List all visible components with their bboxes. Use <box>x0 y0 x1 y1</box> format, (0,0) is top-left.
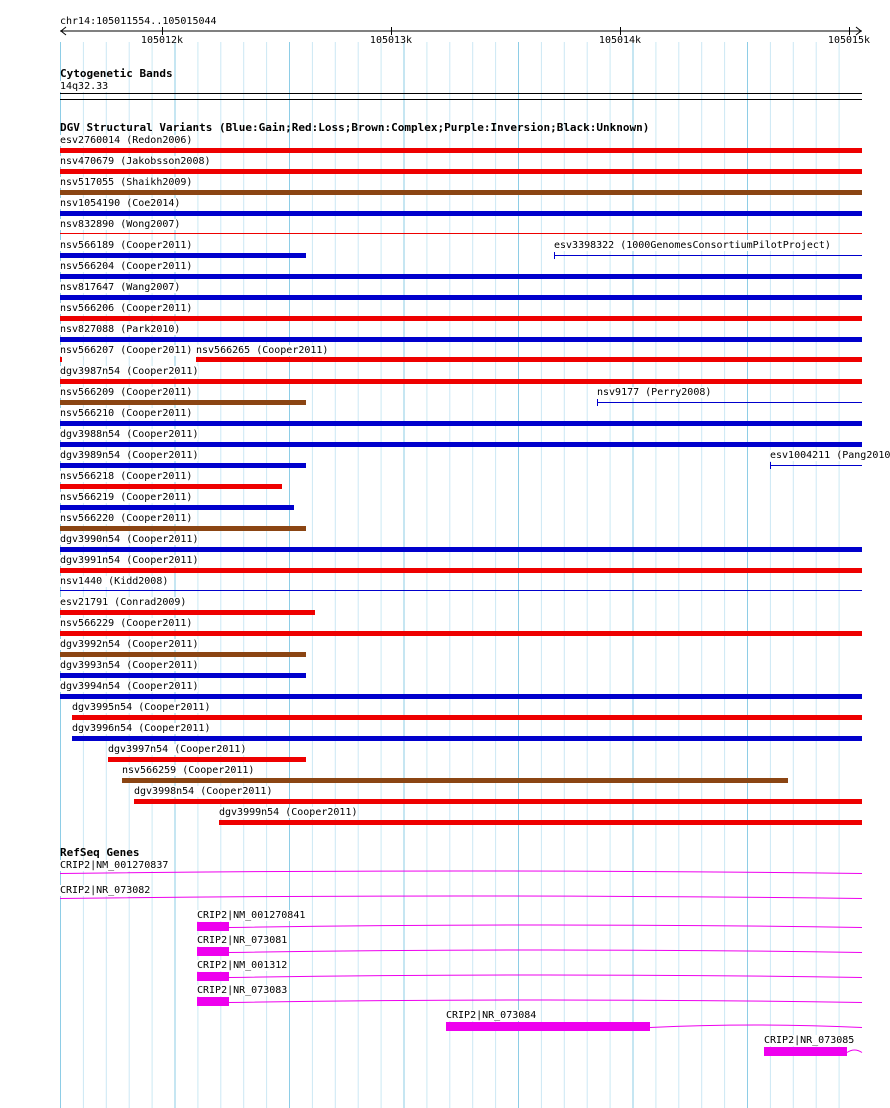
dgv-variant-label[interactable]: nsv517055 (Shaikh2009) <box>60 177 193 188</box>
dgv-variant-label[interactable]: nsv566220 (Cooper2011) <box>60 513 193 524</box>
refseq-gene-intron <box>229 975 862 978</box>
dgv-variant-label[interactable]: nsv566229 (Cooper2011) <box>60 618 193 629</box>
refseq-gene-exon <box>197 997 229 1006</box>
cytoband-track-title: Cytogenetic Bands <box>60 67 173 80</box>
dgv-variant-label[interactable]: dgv3994n54 (Cooper2011) <box>60 681 199 692</box>
refseq-gene-intron <box>229 950 862 953</box>
refseq-gene-label[interactable]: CRIP2|NM_001312 <box>197 960 288 971</box>
refseq-gene-intron <box>60 871 862 874</box>
dgv-variant-label[interactable]: nsv566209 (Cooper2011) <box>60 387 193 398</box>
ruler-tick-label: 105013k <box>369 35 413 46</box>
dgv-variant-label[interactable]: nsv566189 (Cooper2011) <box>60 240 193 251</box>
refseq-gene-intron <box>847 1050 862 1053</box>
dgv-variant-label[interactable]: dgv3987n54 (Cooper2011) <box>60 366 199 377</box>
dgv-variant-label[interactable]: dgv3988n54 (Cooper2011) <box>60 429 199 440</box>
dgv-variant-label[interactable]: esv2760014 (Redon2006) <box>60 135 193 146</box>
refseq-gene-exon <box>197 922 229 931</box>
dgv-variant-label[interactable]: nsv1440 (Kidd2008) <box>60 576 169 587</box>
dgv-variant-label[interactable]: dgv3998n54 (Cooper2011) <box>134 786 273 797</box>
refseq-gene-label[interactable]: CRIP2|NR_073085 <box>764 1035 855 1046</box>
refseq-gene-label[interactable]: CRIP2|NR_073083 <box>197 985 288 996</box>
dgv-variant-label[interactable]: dgv3999n54 (Cooper2011) <box>219 807 358 818</box>
dgv-variant-label[interactable]: dgv3992n54 (Cooper2011) <box>60 639 199 650</box>
dgv-variant-label[interactable]: esv1004211 (Pang2010 <box>770 450 890 461</box>
dgv-variant-label[interactable]: dgv3995n54 (Cooper2011) <box>72 702 211 713</box>
dgv-variant-label[interactable]: nsv827088 (Park2010) <box>60 324 181 335</box>
refseq-gene-exon <box>446 1022 650 1031</box>
refseq-gene-label[interactable]: CRIP2|NR_073081 <box>197 935 288 946</box>
dgv-variant-label[interactable]: dgv3989n54 (Cooper2011) <box>60 450 199 461</box>
dgv-variant-label[interactable]: dgv3991n54 (Cooper2011) <box>60 555 199 566</box>
dgv-variant-label[interactable]: dgv3997n54 (Cooper2011) <box>108 744 247 755</box>
location-label: chr14:105011554..105015044 <box>60 16 217 27</box>
dgv-variant-label[interactable]: nsv470679 (Jakobsson2008) <box>60 156 211 167</box>
dgv-variant-label[interactable]: dgv3993n54 (Cooper2011) <box>60 660 199 671</box>
dgv-variant-label[interactable]: nsv566207 (Cooper2011) <box>60 345 193 356</box>
refseq-gene-intron <box>60 896 862 899</box>
dgv-variant-label[interactable]: nsv9177 (Perry2008) <box>597 387 712 398</box>
dgv-variant-label[interactable]: nsv1054190 (Coe2014) <box>60 198 181 209</box>
ruler-tick-label: 105015k <box>827 35 871 46</box>
dgv-variant-label[interactable]: nsv817647 (Wang2007) <box>60 282 181 293</box>
dgv-variant-label[interactable]: nsv566259 (Cooper2011) <box>122 765 255 776</box>
dgv-variant-label[interactable]: nsv566219 (Cooper2011) <box>60 492 193 503</box>
dgv-variant-label[interactable]: dgv3990n54 (Cooper2011) <box>60 534 199 545</box>
dgv-variant-label[interactable]: dgv3996n54 (Cooper2011) <box>72 723 211 734</box>
dgv-variant-label[interactable]: esv3398322 (1000GenomesConsortiumPilotProject) <box>554 240 831 251</box>
refseq-gene-intron <box>650 1025 862 1028</box>
refseq-gene-intron <box>229 1000 862 1003</box>
refseq-gene-label[interactable]: CRIP2|NR_073082 <box>60 885 151 896</box>
refseq-gene-label[interactable]: CRIP2|NM_001270841 <box>197 910 306 921</box>
dgv-track-title: DGV Structural Variants (Blue:Gain;Red:Loss;Brown:Complex;Purple:Inversion;Black:Unknown) <box>60 121 650 134</box>
refseq-gene-intron <box>229 925 862 928</box>
refseq-gene-exon <box>764 1047 847 1056</box>
dgv-variant-label[interactable]: nsv566206 (Cooper2011) <box>60 303 193 314</box>
dgv-variant-label[interactable]: nsv566204 (Cooper2011) <box>60 261 193 272</box>
dgv-variant-label[interactable]: nsv566265 (Cooper2011) <box>196 345 329 356</box>
dgv-variant-label[interactable]: nsv832890 (Wong2007) <box>60 219 181 230</box>
refseq-track-title: RefSeq Genes <box>60 846 140 859</box>
refseq-gene-exon <box>197 947 229 956</box>
refseq-gene-exon <box>197 972 229 981</box>
cytoband-label[interactable]: 14q32.33 <box>60 81 109 92</box>
refseq-gene-label[interactable]: CRIP2|NR_073084 <box>446 1010 537 1021</box>
ruler-tick-label: 105012k <box>140 35 184 46</box>
dgv-variant-label[interactable]: nsv566210 (Cooper2011) <box>60 408 193 419</box>
dgv-variant-label[interactable]: nsv566218 (Cooper2011) <box>60 471 193 482</box>
dgv-variant-label[interactable]: esv21791 (Conrad2009) <box>60 597 187 608</box>
ruler-tick-label: 105014k <box>598 35 642 46</box>
refseq-gene-label[interactable]: CRIP2|NM_001270837 <box>60 860 169 871</box>
